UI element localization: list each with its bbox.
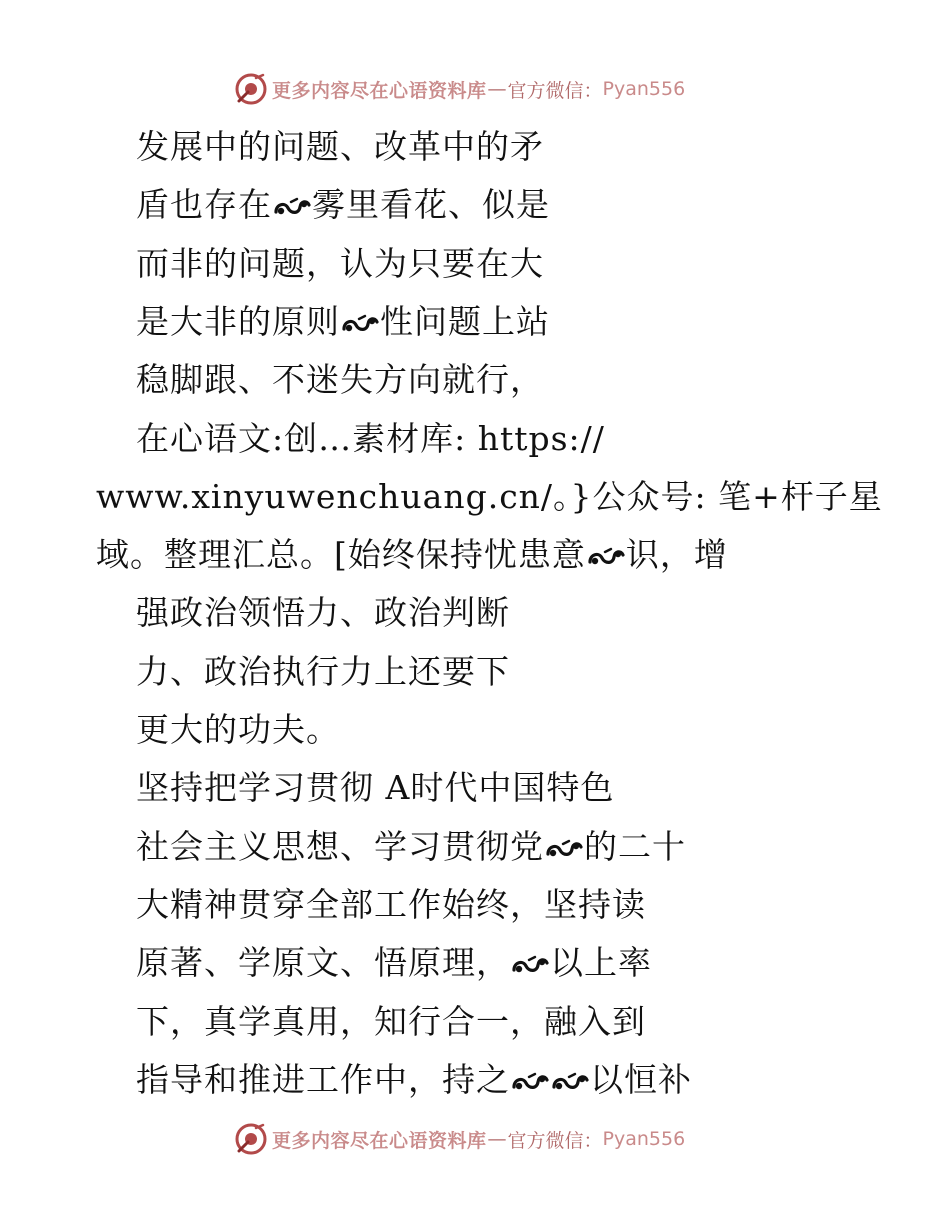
text-line xyxy=(136,118,544,176)
text-segment: 域。整理汇总。[始终保持忧患意 xyxy=(96,535,586,575)
text-segment: 是大非的原则 xyxy=(136,301,340,341)
swirl-ornament-icon xyxy=(511,1071,549,1093)
text-line xyxy=(136,1051,692,1109)
logo-icon xyxy=(234,1122,268,1156)
text-line xyxy=(96,468,883,526)
swirl-ornament-icon xyxy=(551,1071,589,1093)
text-segment: 的二十 xyxy=(584,826,686,866)
banner-official-label: 官方微信： xyxy=(507,79,603,102)
text-line xyxy=(96,526,728,584)
banner-main-text: 更多内容尽在心语资料库 xyxy=(272,79,487,102)
text-line xyxy=(136,176,550,234)
banner-dash: — xyxy=(487,78,507,100)
text-segment: 强政治领悟力、政治判断 xyxy=(136,593,510,633)
text-line xyxy=(136,584,510,642)
text-segment: 原著、学原文、悟原理， xyxy=(136,943,510,983)
text-segment: 下，真学真用，知行合一，融入到 xyxy=(136,1001,646,1041)
text-segment: www.xinyuwenchuang.cn/。}公众号: 笔+杆子星 xyxy=(96,476,883,516)
text-segment: 而非的问题，认为只要在大 xyxy=(136,243,544,283)
swirl-ornament-icon xyxy=(511,954,549,976)
text-segment: 识，增 xyxy=(625,535,728,575)
text-segment: 更大的功夫。 xyxy=(136,710,340,749)
text-line xyxy=(136,293,550,351)
text-segment: 雾里看花、似是 xyxy=(312,185,550,225)
text-segment: 发展中的问题、改革中的矛 xyxy=(136,127,544,166)
text-line xyxy=(136,818,686,876)
swirl-ornament-icon xyxy=(587,546,625,568)
text-segment: 性问题上站 xyxy=(380,301,550,341)
text-segment: 以恒补 xyxy=(590,1059,692,1099)
text-line xyxy=(136,410,605,468)
text-line xyxy=(136,235,544,293)
text-segment: 在心语文:创…素材库: https:// xyxy=(136,418,605,458)
logo-icon xyxy=(234,72,268,106)
text-segment: 稳脚跟、不迷失方向就行， xyxy=(136,360,544,400)
text-segment: 坚持把学习贯彻 A时代中国特色 xyxy=(136,768,615,808)
text-line xyxy=(136,993,646,1051)
text-segment: 大精神贯穿全部工作始终，坚持读 xyxy=(136,884,646,924)
banner-wechat-id: Pyan556 xyxy=(602,78,686,100)
text-segment: 盾也存在 xyxy=(136,185,272,225)
swirl-ornament-icon xyxy=(545,838,583,860)
text-line xyxy=(136,643,510,701)
text-segment: 社会主义思想、学习贯彻党 xyxy=(136,826,544,866)
banner-wechat-id: Pyan556 xyxy=(602,1128,686,1150)
text-line xyxy=(136,759,614,817)
text-line xyxy=(136,934,652,992)
text-segment: 以上率 xyxy=(550,943,652,983)
text-line xyxy=(136,876,646,934)
banner-dash: — xyxy=(487,1128,507,1150)
swirl-ornament-icon xyxy=(341,313,379,335)
banner-official-label: 官方微信： xyxy=(507,1129,603,1152)
footer-banner xyxy=(234,1122,754,1156)
banner-main-text: 更多内容尽在心语资料库 xyxy=(272,1129,487,1152)
text-segment: 力、政治执行力上还要下 xyxy=(136,651,510,691)
text-segment: 指导和推进工作中，持之 xyxy=(136,1059,510,1099)
swirl-ornament-icon xyxy=(273,196,311,218)
header-banner xyxy=(234,72,754,106)
text-line xyxy=(136,701,340,759)
text-line xyxy=(136,351,544,409)
